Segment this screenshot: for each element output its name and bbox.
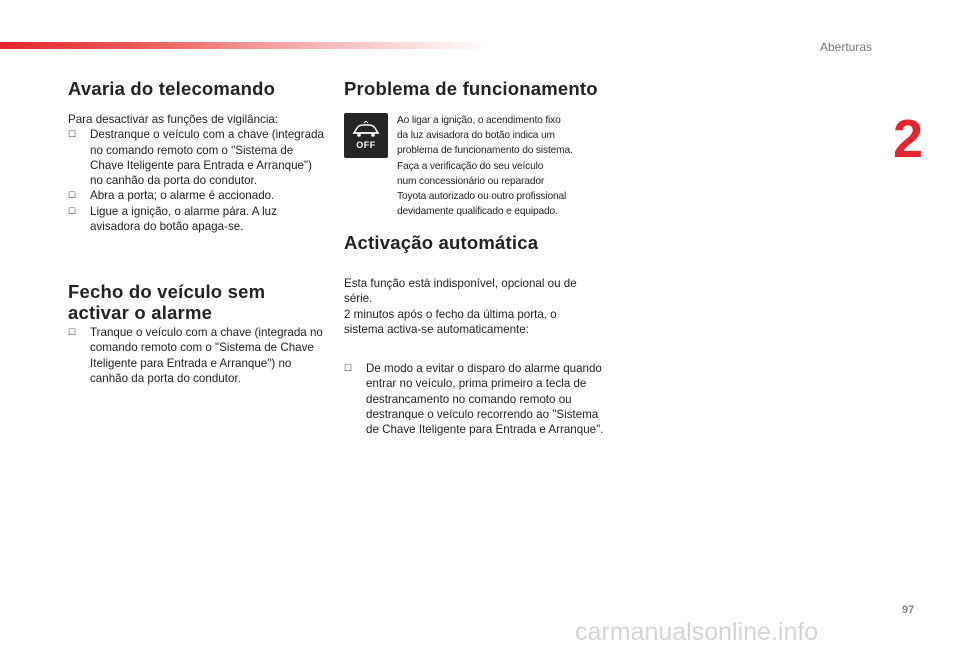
list-item — [68, 127, 326, 188]
problema-line: devidamente qualificado e equipado. — [397, 206, 558, 218]
problema-line: Faça a verificação do seu veículo — [397, 160, 544, 172]
activacao-line: 2 minutos após o fecho da última porta, o — [344, 307, 557, 321]
activacao-line: sistema activa-se automaticamente: — [344, 322, 529, 336]
heading-problema: Problema de funcionamento — [344, 78, 598, 99]
heading-fecho — [68, 281, 265, 323]
car-alarm-icon — [351, 121, 381, 139]
problema-line: Toyota autorizado ou outro profissional — [397, 191, 567, 203]
problema-line: num concessionário ou reparador — [397, 175, 545, 187]
problema-line: Ao ligar a ignição, o acendimento fixo — [397, 115, 561, 126]
heading-fecho-line1: Fecho do veículo sem — [68, 281, 266, 302]
activacao-para — [344, 276, 606, 337]
checkbox-bullet-icon: ☐ — [344, 363, 353, 373]
section-title: Aberturas — [819, 40, 872, 54]
list-item — [68, 204, 326, 235]
header-accent-bar — [0, 42, 490, 49]
fecho-section — [68, 325, 326, 386]
activacao-bullets — [344, 361, 606, 437]
icon-off-label: OFF — [356, 140, 376, 150]
bullet-text: De modo a evitar o disparo do alarme quando entrar no veículo, prima primeiro a tecla de destrancamento no comando remoto ou destranque o veículo recorrendo ao "Sistema de Chave Iteligente para Entrada e Arranque". — [366, 362, 604, 437]
list-item — [344, 361, 606, 437]
checkbox-bullet-icon: ☐ — [68, 205, 77, 216]
bullet-text: Ligue a ignição, o alarme pára. A luz avisadora do botão apaga-se. — [90, 204, 277, 234]
watermark: carmanualsonline.info — [575, 618, 819, 646]
problema-line: da luz avisadora do botão indica um — [397, 130, 555, 142]
car-alarm-off-icon — [344, 113, 388, 158]
avaria-intro: Para desactivar as funções de vigilância: — [68, 113, 279, 126]
checkbox-bullet-icon: ☐ — [68, 129, 77, 140]
list-item — [68, 325, 326, 386]
checkbox-bullet-icon: ☐ — [68, 327, 77, 337]
bullet-text: Destranque o veículo com a chave (integrada no comando remoto com o "Sistema de Chave Iteligente para Entrada e Arranque") no canhão da porta do condutor. — [90, 128, 324, 188]
list-item — [68, 188, 326, 203]
avaria-section — [68, 112, 326, 234]
activacao-line: série. — [344, 292, 373, 306]
bullet-text: Tranque o veículo com a chave (integrada no comando remoto com o "Sistema de Chave Iteligente para Entrada e Arranque") no canhão da porta do condutor. — [90, 326, 323, 385]
problema-text — [397, 113, 607, 219]
heading-fecho-line2: activar o alarme — [68, 302, 213, 323]
heading-activacao: Activação automática — [344, 232, 539, 253]
page-number: 97 — [902, 604, 915, 616]
chapter-number: 2 — [893, 109, 924, 169]
activacao-line: Esta função está indisponível, opcional ou de — [344, 277, 577, 290]
heading-avaria: Avaria do telecomando — [68, 78, 276, 99]
problema-line: problema de funcionamento do sistema. — [397, 145, 573, 157]
checkbox-bullet-icon: ☐ — [68, 190, 77, 201]
bullet-text: Abra a porta; o alarme é accionado. — [90, 189, 275, 203]
